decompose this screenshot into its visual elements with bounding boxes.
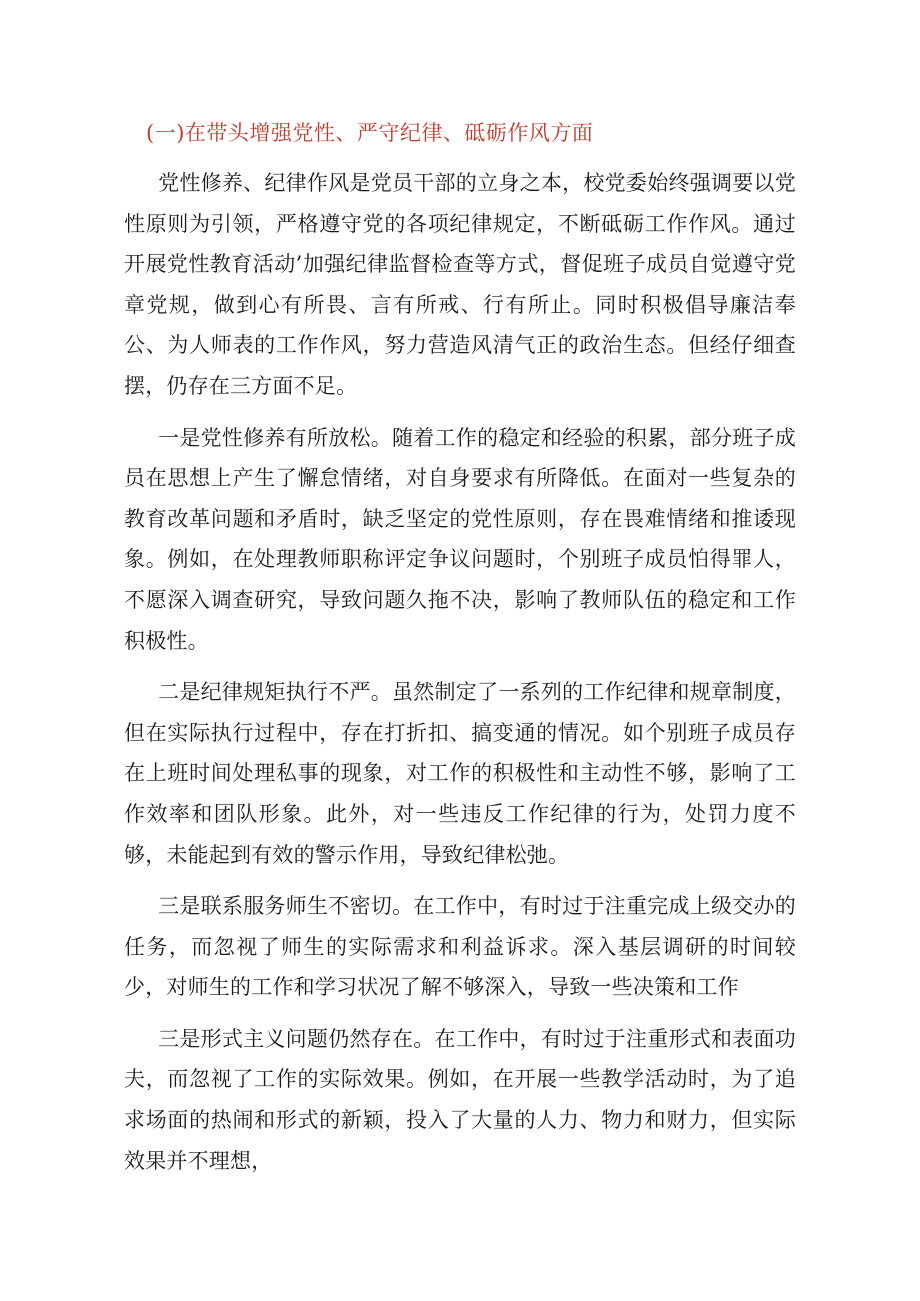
paragraph-text: 三是形式主义问题仍然存在。在工作中，有时过于注重形式和表面功夫，而忽视了工作的实际效果。例如，在开展一些教学活动时，为了追求场面的热闹和形式的新颖，投入了大量的人力、物力和财力，但实际效果并不理想， <box>124 1026 796 1173</box>
paragraph-text: 党性修养、纪律作风是党员干部的立身之本，校党委始终强调要以党性原则为引领，严格遵守党的各项纪律规定，不断砥砺工作作风。通过开展党性教育活动’加强纪律监督检查等方式，督促班子成员自觉遵守党章党规，做到心有所畏、言有所戒、行有所止。同时积极倡导廉洁奉公、为人师表的工作作风，努力营造风清气正的政治生态。但经仔细查摆，仍存在三方面不足。 <box>124 171 796 398</box>
paragraph-text: 二是纪律规矩执行不严。虽然制定了一系列的工作纪律和规章制度，但在实际执行过程中，存在打折扣、搞变通的情况。如个别班子成员存在上班时间处理私事的现象，对工作的积极性和主动性不够，影响了工作效率和团队形象。此外，对一些违反工作纪律的行为，处罚力度不够，未能起到有效的警示作用，导致纪律松弛。 <box>124 680 796 867</box>
document-body <box>124 113 796 1181</box>
paragraph-discipline <box>124 672 796 875</box>
section-heading: (一)在带头增强党性、严守纪律、砥砺作风方面 <box>146 121 594 145</box>
paragraph-party-spirit <box>124 418 796 662</box>
paragraph-text: 一是党性修养有所放松。随着工作的稳定和经验的积累，部分班子成员在思想上产生了懈怠情绪，对自身要求有所降低。在面对一些复杂的教育改革问题和矛盾时，缺乏坚定的党性原则，存在畏难情绪和推诿现象。例如，在处理教师职称评定争议问题时，个别班子成员怕得罪人，不愿深入调查研究，导致问题久拖不决，影响了教师队伍的稳定和工作积极性。 <box>124 425 796 653</box>
paragraph-formalism <box>124 1019 796 1181</box>
paragraph-intro <box>124 163 796 407</box>
paragraph-service <box>124 886 796 1008</box>
paragraph-text: 三是联系服务师生不密切。在工作中，有时过于注重完成上级交办的任务，而忽视了师生的实际需求和利益诉求。深入基层调研的时间较少，对师生的工作和学习状况了解不够深入，导致一些决策和工作 <box>124 894 796 1000</box>
